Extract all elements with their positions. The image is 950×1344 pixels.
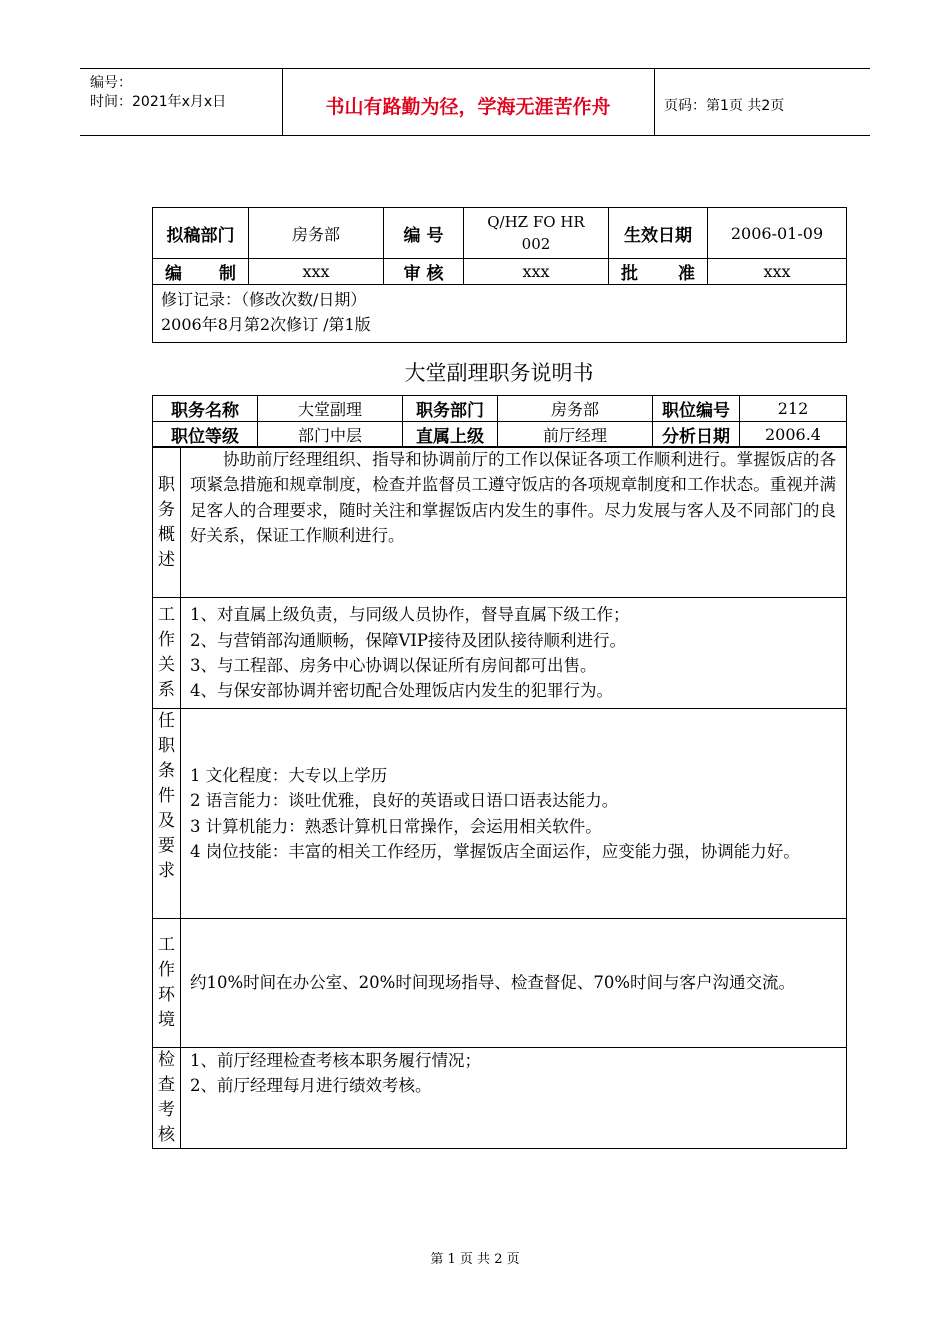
environment-label-text: 工作环境 — [158, 935, 175, 1030]
position-info-table — [152, 395, 847, 448]
document-title: 大堂副理职务说明书 — [404, 361, 594, 385]
relations-item: 3、与工程部、房务中心协调以保证所有房间都可出售。 — [190, 656, 597, 675]
approve-label: 批 准 — [609, 259, 708, 285]
position-code-label: 职位编号 — [653, 396, 740, 422]
environment-content — [181, 919, 847, 1048]
requirements-item: 2 语言能力：谈吐优雅，良好的英语或日语口语表达能力。 — [190, 791, 619, 811]
assessment-label — [153, 1048, 181, 1149]
requirements-item: 4 岗位技能：丰富的相关工作经历，掌握饭店全面运作，应变能力强，协调能力好。 — [190, 841, 800, 861]
code-value-line2: 002 — [521, 235, 551, 253]
header-page-info: 页码：第1页 共2页 — [664, 98, 785, 114]
relations-label — [153, 598, 181, 709]
assessment-content — [181, 1048, 847, 1149]
summary-label-text: 职务概述 — [158, 475, 175, 570]
page-footer: 第 1 页 共 2 页 — [430, 1252, 520, 1267]
code-label: 编 号 — [384, 208, 464, 259]
record-table — [152, 207, 847, 343]
author-label: 编 制 — [153, 259, 249, 285]
position-dept-label: 职务部门 — [403, 396, 498, 422]
summary-content — [181, 447, 847, 598]
header-number-label: 编号： — [90, 75, 132, 91]
analysis-date-value: 2006.4 — [740, 422, 847, 448]
relations-item: 4、与保安部协调并密切配合处理饭店内发生的犯罪行为。 — [190, 681, 613, 701]
header-rule-top — [80, 68, 870, 69]
draft-dept-value: 房务部 — [249, 208, 384, 259]
relations-item: 2、与营销部沟通顺畅，保障VIP接待及团队接待顺利进行。 — [190, 630, 627, 650]
environment-text: 约10%时间在办公室、20%时间现场指导、检查督促、70%时间与客户沟通交流。 — [190, 973, 796, 993]
revision-record — [153, 285, 847, 343]
summary-label — [153, 447, 181, 598]
code-value — [464, 208, 609, 259]
position-dept-value: 房务部 — [498, 396, 653, 422]
position-code-value: 212 — [740, 396, 847, 422]
relations-label-text: 工作关系 — [158, 605, 175, 700]
requirements-label-text: 任职条件及要求 — [158, 711, 175, 881]
requirements-item: 3 计算机能力：熟悉计算机日常操作，会运用相关软件。 — [190, 816, 602, 836]
superior-value: 前厅经理 — [498, 422, 653, 448]
effective-date-label: 生效日期 — [609, 208, 708, 259]
requirements-item: 1 文化程度：大专以上学历 — [190, 765, 388, 785]
analysis-date-label: 分析日期 — [653, 422, 740, 448]
revision-line-1: 修订记录：（修改次数/日期） — [161, 290, 367, 309]
environment-label — [153, 919, 181, 1048]
revision-line-2: 2006年8月第2次修订 /第1版 — [161, 315, 371, 334]
approve-value: xxx — [708, 259, 847, 285]
author-value: xxx — [249, 259, 384, 285]
relations-content — [181, 598, 847, 709]
position-level-value: 部门中层 — [258, 422, 403, 448]
position-level-label: 职位等级 — [153, 422, 258, 448]
description-table — [152, 446, 847, 1149]
code-value-line1: Q/HZ FO HR — [487, 213, 585, 231]
position-name-value: 大堂副理 — [258, 396, 403, 422]
summary-text: 协助前厅经理组织、指导和协调前厅的工作以保证各项工作顺利进行。掌握饭店的各项紧急措施和规章制度，检查并监督员工遵守饭店的各项规章制度和工作状态。重视并满足客人的合理要求，随时关注和掌握饭店内发生的事件。尽力发展与客人及不同部门的良好关系，保证工作顺利进行。 — [190, 450, 836, 546]
header-motto: 书山有路勤为径，学海无涯苦作舟 — [325, 96, 611, 118]
review-label: 审 核 — [384, 259, 464, 285]
requirements-content — [181, 709, 847, 919]
header-rule-bottom — [80, 135, 870, 136]
superior-label: 直属上级 — [403, 422, 498, 448]
position-name-label: 职务名称 — [153, 396, 258, 422]
requirements-label — [153, 709, 181, 919]
assessment-label-text: 检查考核 — [158, 1050, 175, 1145]
relations-item: 1、对直属上级负责，与同级人员协作，督导直属下级工作； — [190, 605, 630, 625]
header-divider-right — [654, 68, 655, 135]
draft-dept-label: 拟稿部门 — [153, 208, 249, 259]
assessment-item: 1、前厅经理检查考核本职务履行情况； — [190, 1051, 481, 1070]
effective-date-value: 2006-01-09 — [708, 208, 847, 259]
assessment-item: 2、前厅经理每月进行绩效考核。 — [190, 1076, 432, 1096]
header-date: 时间：2021年x月x日 — [90, 94, 227, 110]
review-value: xxx — [464, 259, 609, 285]
